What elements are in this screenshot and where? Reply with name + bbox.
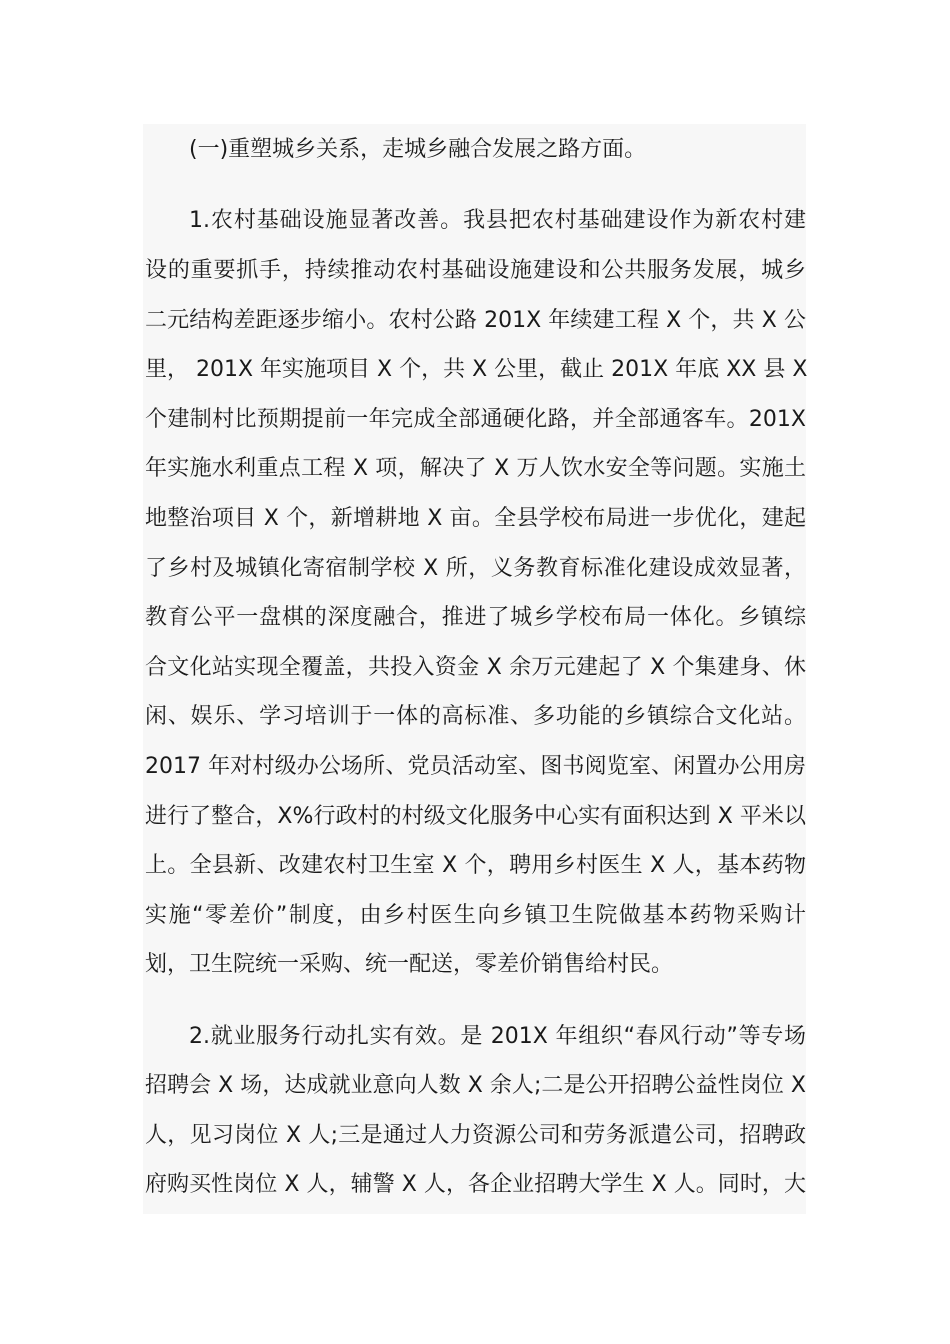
- paragraph-1-line: 里， 201X 年实施项目 X 个，共 X 公里，截止 201X 年底 XX 县 X: [145, 357, 808, 382]
- paragraph-1-line: 实施“零差价”制度，由乡村医生向乡镇卫生院做基本药物采购计: [145, 903, 806, 928]
- paragraph-1-line: 个建制村比预期提前一年完成全部通硬化路，并全部通客车。201X: [145, 407, 806, 432]
- paragraph-1-line: 年实施水利重点工程 X 项，解决了 X 万人饮水安全等问题。实施土: [145, 456, 806, 481]
- paragraph-1-line: 设的重要抓手，持续推动农村基础设施建设和公共服务发展，城乡: [145, 258, 806, 283]
- paragraph-1-line: 1.农村基础设施显著改善。我县把农村基础建设作为新农村建: [189, 208, 806, 233]
- paragraph-1-line: 划，卫生院统一采购、统一配送，零差价销售给村民。: [145, 952, 674, 977]
- paragraph-2-line: 2.就业服务行动扎实有效。是 201X 年组织“春风行动”等专场: [189, 1024, 806, 1049]
- paragraph-1-line: 地整治项目 X 个，新增耕地 X 亩。全县学校布局进一步优化，建起: [145, 506, 806, 531]
- paragraph-1-line: 2017 年对村级办公场所、党员活动室、图书阅览室、闲置办公用房: [145, 754, 806, 779]
- paragraph-2-line: 招聘会 X 场，达成就业意向人数 X 余人;二是公开招聘公益性岗位 X: [145, 1073, 806, 1098]
- paragraph-1-line: 二元结构差距逐步缩小。农村公路 201X 年续建工程 X 个，共 X 公: [145, 308, 806, 333]
- paragraph-1-line: 闲、娱乐、学习培训于一体的高标准、多功能的乡镇综合文化站。: [145, 704, 806, 729]
- paragraph-1-line: 进行了整合，X%行政村的村级文化服务中心实有面积达到 X 平米以: [145, 804, 806, 829]
- section-heading: (一)重塑城乡关系，走城乡融合发展之路方面。: [189, 137, 647, 162]
- paragraph-2-line: 府购买性岗位 X 人，辅警 X 人，各企业招聘大学生 X 人。同时，大: [145, 1172, 806, 1197]
- paragraph-1-line: 合文化站实现全覆盖，共投入资金 X 余万元建起了 X 个集建身、休: [145, 655, 806, 680]
- paragraph-2-line: 人，见习岗位 X 人;三是通过人力资源公司和劳务派遣公司，招聘政: [145, 1123, 806, 1148]
- paragraph-1-line: 了乡村及城镇化寄宿制学校 X 所，义务教育标准化建设成效显著，: [145, 556, 806, 581]
- paragraph-1-line: 上。全县新、改建农村卫生室 X 个，聘用乡村医生 X 人，基本药物: [145, 853, 806, 878]
- paragraph-1-line: 教育公平一盘棋的深度融合，推进了城乡学校布局一体化。乡镇综: [145, 605, 806, 630]
